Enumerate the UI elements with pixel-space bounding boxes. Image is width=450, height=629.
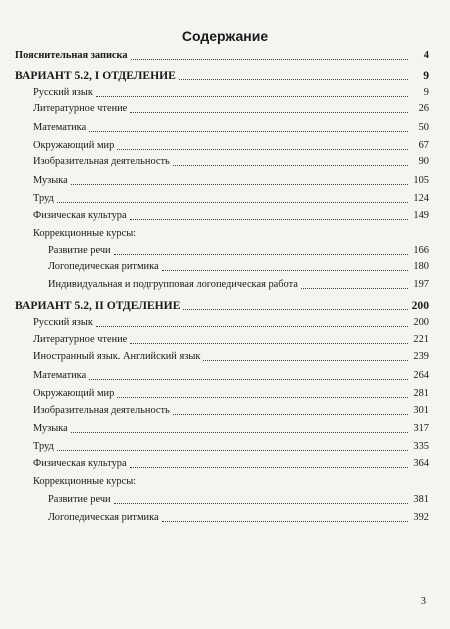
page-title: Содержание — [181, 28, 269, 44]
toc-section-variant-2 — [15, 296, 429, 312]
toc-subheading-label: Коррекционные курсы: — [33, 476, 137, 487]
toc-entry-label: Музыка — [33, 423, 68, 434]
toc-entry — [33, 437, 429, 453]
toc-section-label: ВАРИАНТ 5.2, I ОТДЕЛЕНИЕ — [15, 69, 176, 82]
toc-entry-label: Изобразительная деятельность — [33, 156, 170, 167]
toc-entry — [33, 189, 429, 205]
toc-entry — [33, 83, 429, 99]
toc-entry-label: Литературное чтение — [33, 334, 128, 345]
toc-entry-page: 364 — [413, 458, 429, 469]
toc-entry — [33, 454, 429, 470]
dot-leader — [130, 112, 408, 113]
toc-section-variant-1 — [15, 66, 429, 82]
toc-entry — [48, 241, 429, 257]
dot-leader — [71, 184, 408, 185]
dot-leader — [57, 202, 408, 203]
dot-leader — [114, 254, 408, 255]
dot-leader — [96, 96, 408, 97]
toc-entry-page: 50 — [418, 122, 429, 133]
dot-leader — [301, 288, 408, 289]
toc-entry — [33, 366, 429, 382]
toc-entry-label: Окружающий мир — [33, 388, 115, 399]
toc-entry — [33, 313, 429, 329]
toc-entry-label: Окружающий мир — [33, 140, 115, 151]
toc-entry-label: Индивидуальная и подгрупповая логопедическая работа — [48, 279, 298, 290]
dot-leader — [131, 59, 408, 60]
toc-entry-page: 335 — [413, 441, 429, 452]
toc-entry — [33, 347, 429, 363]
toc-entry-page: 197 — [413, 279, 429, 290]
toc-section-label: ВАРИАНТ 5.2, II ОТДЕЛЕНИЕ — [15, 299, 181, 312]
dot-leader — [183, 309, 408, 310]
toc-entry-label: Развитие речи — [48, 494, 111, 505]
toc-entry-label: Труд — [33, 441, 54, 452]
toc-entry — [48, 257, 429, 273]
dot-leader — [203, 360, 408, 361]
toc-entry — [33, 419, 429, 435]
dot-leader — [162, 521, 408, 522]
toc-entry-page: 301 — [413, 405, 429, 416]
toc-entry — [33, 136, 429, 152]
dot-leader — [162, 270, 408, 271]
toc-entry-page: 180 — [413, 261, 429, 272]
toc-entry-page: 124 — [413, 193, 429, 204]
dot-leader — [89, 131, 408, 132]
toc-section-page: 9 — [423, 69, 429, 82]
toc-entry-page: 9 — [423, 87, 429, 98]
toc-entry-explanatory-note — [15, 46, 429, 62]
dot-leader — [71, 432, 408, 433]
dot-leader — [130, 343, 408, 344]
toc-entry — [33, 384, 429, 400]
toc-entry-page: 4 — [423, 50, 429, 61]
toc-entry-page: 392 — [413, 512, 429, 523]
dot-leader — [117, 397, 408, 398]
toc-entry-page: 317 — [413, 423, 429, 434]
dot-leader — [179, 79, 408, 80]
dot-leader — [57, 450, 408, 451]
dot-leader — [117, 149, 408, 150]
toc-entry-page: 264 — [413, 370, 429, 381]
toc-entry — [33, 152, 429, 168]
toc-entry — [33, 99, 429, 115]
toc-entry-label: Математика — [33, 370, 87, 381]
toc-entry — [33, 206, 429, 222]
toc-entry-page: 105 — [413, 175, 429, 186]
toc-entry-label: Музыка — [33, 175, 68, 186]
toc-entry-page: 221 — [413, 334, 429, 345]
toc-entry — [48, 275, 429, 291]
toc-entry — [33, 401, 429, 417]
dot-leader — [89, 379, 408, 380]
dot-leader — [96, 326, 408, 327]
toc-section-page: 200 — [411, 299, 429, 312]
toc-entry-label: Пояснительная записка — [15, 50, 128, 61]
toc-entry — [33, 171, 429, 187]
dot-leader — [173, 165, 408, 166]
page-number: 3 — [420, 596, 426, 607]
toc-entry — [48, 508, 429, 524]
dot-leader — [173, 414, 408, 415]
toc-entry-label: Математика — [33, 122, 87, 133]
toc-entry-page: 239 — [413, 351, 429, 362]
dot-leader — [130, 219, 408, 220]
toc-subheading-label: Коррекционные курсы: — [33, 228, 137, 239]
toc-entry-label: Развитие речи — [48, 245, 111, 256]
toc-entry — [33, 330, 429, 346]
toc-entry-label: Труд — [33, 193, 54, 204]
toc-entry-page: 381 — [413, 494, 429, 505]
toc-entry-page: 281 — [413, 388, 429, 399]
toc-entry-label: Русский язык — [33, 317, 93, 328]
toc-entry-page: 166 — [413, 245, 429, 256]
toc-entry-label: Изобразительная деятельность — [33, 405, 170, 416]
toc-entry-page: 67 — [418, 140, 429, 151]
dot-leader — [130, 467, 408, 468]
toc-entry-label: Логопедическая ритмика — [48, 512, 159, 523]
toc-entry-label: Физическая культура — [33, 458, 127, 469]
toc-entry — [48, 490, 429, 506]
toc-entry-label: Физическая культура — [33, 210, 127, 221]
toc-entry-label: Литературное чтение — [33, 103, 128, 114]
dot-leader — [114, 503, 408, 504]
toc-entry-page: 200 — [413, 317, 429, 328]
toc-entry-label: Логопедическая ритмика — [48, 261, 159, 272]
toc-subheading — [33, 224, 429, 240]
toc-entry — [33, 118, 429, 134]
toc-entry-label: Русский язык — [33, 87, 93, 98]
toc-entry-page: 90 — [418, 156, 429, 167]
toc-entry-label: Иностранный язык. Английский язык — [33, 351, 201, 362]
toc-entry-page: 149 — [413, 210, 429, 221]
toc-entry-page: 26 — [418, 103, 429, 114]
toc-subheading — [33, 472, 429, 488]
